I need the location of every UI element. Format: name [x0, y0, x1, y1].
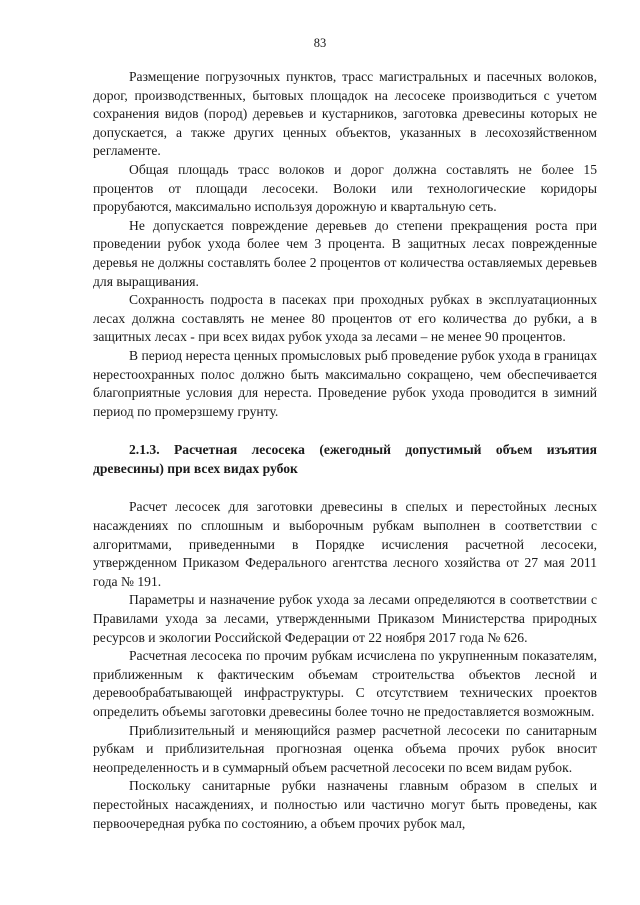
section-heading: 2.1.3. Расчетная лесосека (ежегодный допустимый объем изъятия древесины) при всех видах рубок — [93, 442, 597, 476]
paragraph-sanitary-felling: Приблизительный и меняющийся размер расчетной лесосеки по санитарным рубкам и приблизительная прогнозная оценка объема прочих рубок вносит неопределенность и в суммарный объем расчетной лесосеки по всем видам рубок. — [93, 722, 597, 775]
paragraph-undergrowth-preservation: Сохранность подроста в пасеках при проходных рубках в эксплуатационных лесах должна составлять не менее 80 процентов от его количества до рубки, а в защитных лесах - при всех видах рубок ухода за лесами – не менее 90 процентов. — [93, 292, 597, 345]
paragraph-other-felling: Расчетная лесосека по прочим рубкам исчислена по укрупненным показателям, приближенным к фактическим объемам строительства объектов лесной и деревообрабатывающей инфраструктуры. С отсутствием технических проектов определить объемы заготовки древесины более точно не предоставляется возможным. — [93, 648, 597, 719]
paragraph-spawning-period: В период нереста ценных промысловых рыб проведение рубок ухода в границах нерестоохранных полос должно быть максимально сокращено, чем обеспечивается благоприятные условия для нереста. Проведение рубок ухода проводится в зимний период по промерзшему грунту. — [93, 347, 597, 419]
paragraph-tree-damage: Не допускается повреждение деревьев до степени прекращения роста при проведении рубок ухода более чем 3 процента. В защитных лесах поврежденные деревья не должны составлять более 2 процентов от количества оставляемых деревьев для выращивания. — [93, 217, 597, 289]
page-number: 83 — [313, 36, 327, 50]
paragraph-priority-felling: Поскольку санитарные рубки назначены главным образом в спелых и перестойных насаждениях, и полностью или частично могут быть проведены, как первоочередная рубка по состоянию, а объем прочих рубок мал, — [93, 778, 597, 831]
paragraph-cutting-calculation: Расчет лесосек для заготовки древесины в спелых и перестойных лесных насаждениях по сплошным и выборочным рубкам выполнен в соответствии с алгоритмами, приведенными в Порядке исчисления расчетной лесосеки, утвержденном Приказом Федерального агентства лесного хозяйства от 27 мая 2011 года № 191. — [93, 499, 597, 589]
paragraph-loading-points: Размещение погрузочных пунктов, трасс магистральных и пасечных волоков, дорог, производственных, бытовых площадок на лесосеке производиться с учетом сохранения видов (пород) деревьев и кустарников, заготовка древесины которых не допускается, а также других ценных объектов, указанных в лесохозяйственном регламенте. — [93, 69, 597, 159]
paragraph-skid-trails-area: Общая площадь трасс волоков и дорог должна составлять не более 15 процентов от площади лесосеки. Волоки или технологические коридоры прорубаются, максимально используя дорожную и квартальную сеть. — [93, 161, 597, 215]
document-body — [93, 68, 597, 833]
paragraph-care-felling-parameters: Параметры и назначение рубок ухода за лесами определяются в соответствии с Правилами ухода за лесами, утвержденными Приказом Министерства природных ресурсов и экологии Российской Федерации от 22 ноября 2017 года № 626. — [93, 592, 597, 645]
